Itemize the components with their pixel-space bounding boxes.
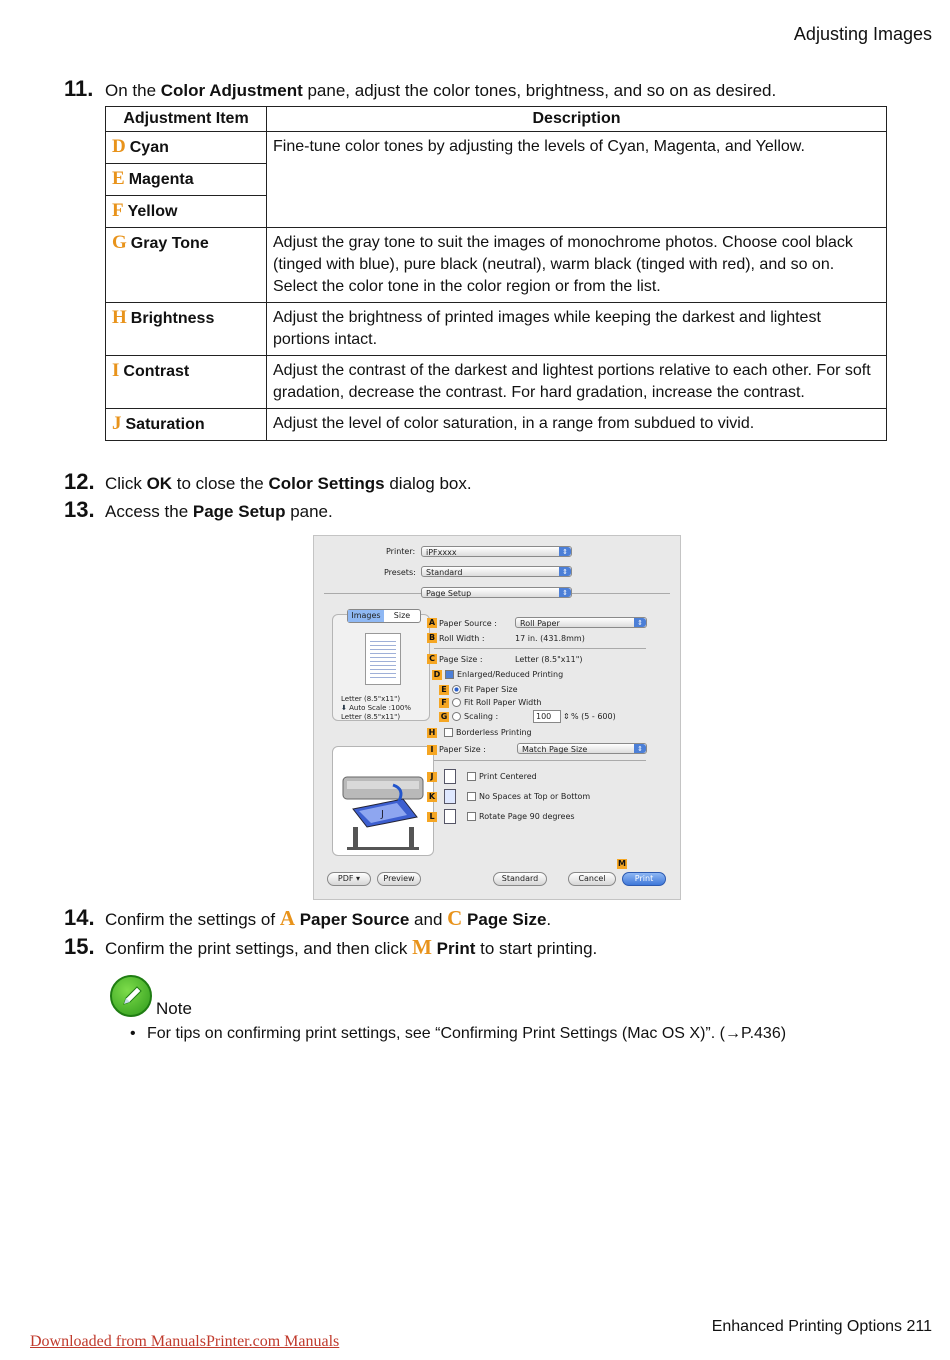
printer-icon <box>333 747 433 855</box>
description-cell: Adjust the contrast of the darkest and lightest portions relative to each other. For soft gradation, decrease the contrast. For hard gradation, increase the contrast. <box>267 356 887 409</box>
note-title: Note <box>156 999 192 1018</box>
item-cell: D Cyan <box>106 132 267 164</box>
table-row <box>106 132 887 164</box>
description-cell: Adjust the gray tone to suit the images of monochrome photos. Choose cool black (tinged with blue), pure black (neutral), warm black (tinged with red), and so on. Select the color tone in the color region or from the list. <box>267 228 887 303</box>
no-spaces-checkbox[interactable]: No Spaces at Top or Bottom <box>467 792 590 801</box>
tag-m: M <box>618 859 626 868</box>
item-cell: I Contrast <box>106 356 267 409</box>
step-number: 14. <box>64 905 95 930</box>
printer-illustration-panel <box>332 746 434 856</box>
column-header: Description <box>267 107 887 132</box>
scaling-range: % (5 - 600) <box>571 712 616 721</box>
print-button[interactable]: Print <box>622 872 666 886</box>
tag-b: B <box>428 633 436 642</box>
adjustment-table <box>105 106 887 441</box>
cancel-button[interactable]: Cancel <box>568 872 616 886</box>
step-text: Click OK to close the Color Settings dialog box. <box>105 474 472 493</box>
popup-arrow-icon: ⇕ <box>634 744 646 753</box>
preview-button[interactable]: Preview <box>377 872 421 886</box>
preview-tabs <box>347 609 421 623</box>
paper-size-label: Paper Size : <box>439 745 486 754</box>
tag-j: J <box>427 772 437 782</box>
footer-page-info: Enhanced Printing Options 211 <box>711 1318 932 1335</box>
popup-arrow-icon: ⇕ <box>634 618 646 627</box>
description-cell: Adjust the level of color saturation, in a range from subdued to vivid. <box>267 409 887 441</box>
standard-button[interactable]: Standard <box>493 872 547 886</box>
step-text: Confirm the settings of A Paper Source and C Page Size. <box>105 906 552 930</box>
tag-i: I <box>427 745 437 755</box>
tag-k: K <box>428 792 436 801</box>
printer-label: Printer: <box>386 547 416 556</box>
scaling-input[interactable]: 100 <box>533 710 561 723</box>
rotate-checkbox[interactable]: Rotate Page 90 degrees <box>467 812 575 821</box>
enlarged-checkbox[interactable]: Enlarged/Reduced Printing <box>445 670 563 679</box>
tag-h: H <box>428 728 436 737</box>
svg-text:J: J <box>381 809 384 820</box>
roll-width-value: 17 in. (431.8mm) <box>515 634 585 643</box>
fit-paper-radio[interactable]: Fit Paper Size <box>452 685 518 694</box>
tag-c: C <box>427 654 437 664</box>
table-row <box>106 409 887 441</box>
step-number: 15. <box>64 934 95 959</box>
page-size-value: Letter (8.5"x11") <box>515 655 583 664</box>
rotate-page-icon <box>444 809 456 824</box>
table-row <box>106 356 887 409</box>
description-cell: Adjust the brightness of printed images while keeping the darkest and lightest portions intact. <box>267 303 887 356</box>
no-spaces-icon <box>444 789 456 804</box>
step-text: Access the Page Setup pane. <box>105 502 333 521</box>
step-14 <box>64 905 551 931</box>
arrow-down-icon: ⬇ <box>341 704 347 712</box>
presets-label: Presets: <box>384 568 416 577</box>
print-centered-checkbox[interactable]: Print Centered <box>467 772 537 781</box>
item-cell: H Brightness <box>106 303 267 356</box>
paper-size-popup[interactable]: Match Page Size ⇕ <box>517 743 647 754</box>
step-13 <box>64 497 333 523</box>
tag-g: G <box>440 712 448 721</box>
note-text: For tips on confirming print settings, see “Confirming Print Settings (Mac OS X)”. (→P.436) <box>147 1025 787 1042</box>
printer-popup[interactable]: iPFxxxx ⇕ <box>421 546 572 557</box>
page-preview-thumbnail <box>365 633 401 685</box>
item-cell: F Yellow <box>106 196 267 228</box>
step-number: 11. <box>64 76 94 101</box>
step-text: Confirm the print settings, and then click M Print to start printing. <box>105 935 598 959</box>
fit-roll-radio[interactable]: Fit Roll Paper Width <box>452 698 541 707</box>
page-setup-dialog-screenshot <box>313 535 681 900</box>
paper-source-popup[interactable]: Roll Paper ⇕ <box>515 617 647 628</box>
column-header: Adjustment Item <box>106 107 267 132</box>
table-row <box>106 303 887 356</box>
step-11 <box>64 76 776 102</box>
pdf-button[interactable]: PDF ▾ <box>327 872 371 886</box>
download-source-link[interactable]: Downloaded from ManualsPrinter.com Manuals <box>30 1333 340 1350</box>
step-15 <box>64 934 597 960</box>
item-cell: E Magenta <box>106 164 267 196</box>
item-cell: J Saturation <box>106 409 267 441</box>
tab-size[interactable]: Size <box>393 611 411 620</box>
step-text: On the Color Adjustment pane, adjust the color tones, brightness, and so on as desired. <box>105 81 777 100</box>
page-size-label: Page Size : <box>439 655 483 664</box>
center-page-icon <box>444 769 456 784</box>
description-cell: Fine-tune color tones by adjusting the levels of Cyan, Magenta, and Yellow. <box>267 132 887 228</box>
divider <box>434 760 646 761</box>
divider <box>434 648 646 649</box>
item-cell: G Gray Tone <box>106 228 267 303</box>
scaling-radio[interactable]: Scaling : <box>452 712 498 721</box>
tag-a: A <box>428 618 436 627</box>
step-12 <box>64 469 472 495</box>
popup-arrow-icon: ⇕ <box>559 588 571 597</box>
tag-d: D <box>433 670 441 679</box>
table-header-row <box>106 107 887 132</box>
paper-source-label: Paper Source : <box>439 619 497 628</box>
pane-popup[interactable]: Page Setup ⇕ <box>421 587 572 598</box>
note-pencil-icon <box>110 975 152 1017</box>
tag-e: E <box>439 685 449 695</box>
presets-popup[interactable]: Standard ⇕ <box>421 566 572 577</box>
tag-f: F <box>439 698 449 708</box>
step-number: 12. <box>64 469 95 494</box>
note-bullet: • <box>130 1025 136 1042</box>
popup-arrow-icon: ⇕ <box>559 547 571 556</box>
tab-images[interactable]: Images <box>348 610 384 622</box>
roll-width-label: Roll Width : <box>439 634 485 643</box>
page-header: Adjusting Images <box>793 24 932 44</box>
borderless-checkbox[interactable]: Borderless Printing <box>444 728 532 737</box>
preview-panel <box>332 611 430 721</box>
popup-arrow-icon: ⇕ <box>559 567 571 576</box>
step-number: 13. <box>64 497 95 522</box>
table-row <box>106 228 887 303</box>
tag-l: L <box>427 812 437 822</box>
preview-info: Letter (8.5"x11") ⬇ Auto Scale :100% Letter (8.5"x11") <box>341 695 412 721</box>
scaling-stepper-icon[interactable]: ⇕ <box>563 712 570 721</box>
page-lines-icon <box>370 638 396 678</box>
